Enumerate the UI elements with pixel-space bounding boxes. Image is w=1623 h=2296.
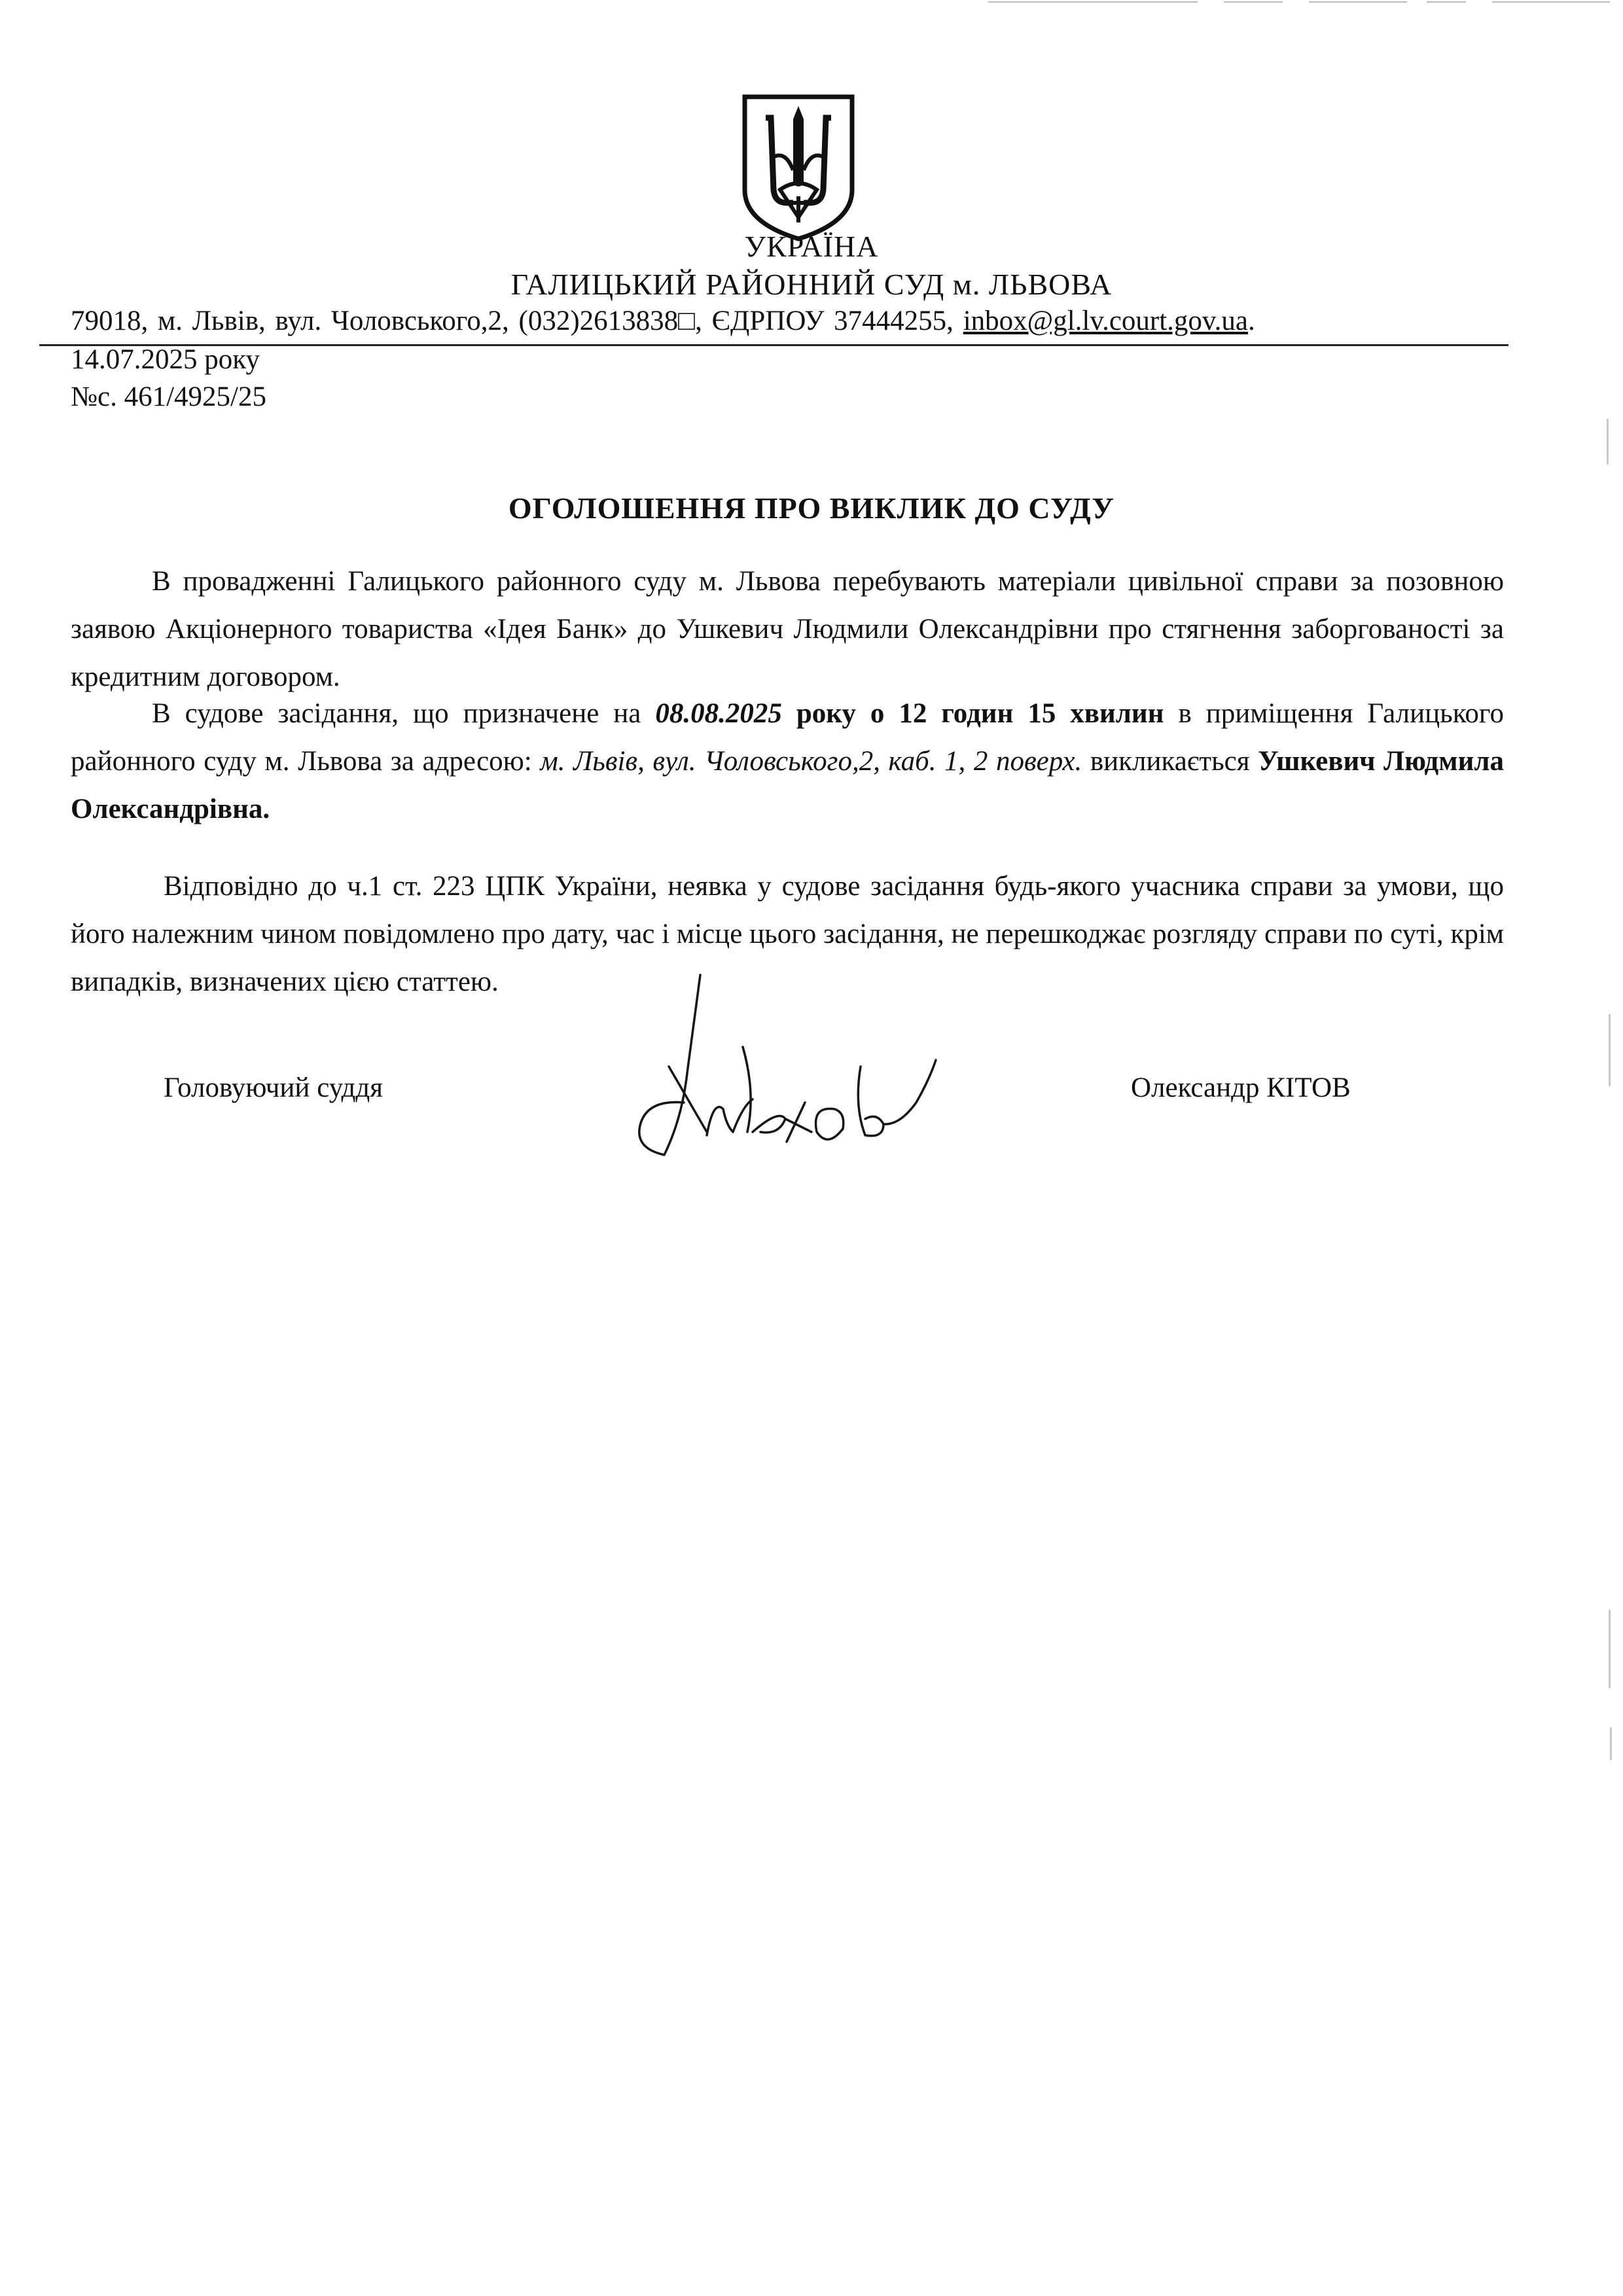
address-suffix: . bbox=[1247, 306, 1255, 336]
court-address-line bbox=[71, 305, 1255, 337]
scan-speck bbox=[1609, 1014, 1611, 1086]
paragraph-hearing-summons bbox=[71, 690, 1504, 833]
court-email-link[interactable]: inbox@gl.lv.court.gov.ua bbox=[963, 306, 1248, 336]
scan-edge-marks bbox=[903, 0, 1623, 7]
document-date: 14.07.2025 року bbox=[71, 344, 260, 375]
hearing-place: м. Львів, вул. Чоловського,2, каб. 1, 2 поверх. bbox=[540, 746, 1082, 777]
p2-start: В судове засідання, що призначене на bbox=[152, 698, 656, 729]
court-name-heading: ГАЛИЦЬКИЙ РАЙОННИЙ СУД м. ЛЬВОВА bbox=[510, 268, 1113, 301]
p2-middle: в приміщення Галицького районного суду м. Львова за адресою: bbox=[71, 698, 1504, 777]
coat-of-arms-icon bbox=[733, 92, 864, 242]
summoned-person: Ушкевич Людмила Олександрівна. bbox=[71, 746, 1504, 824]
document-title: ОГОЛОШЕННЯ ПРО ВИКЛИК ДО СУДУ bbox=[508, 491, 1115, 525]
judge-signature bbox=[609, 968, 949, 1165]
scan-speck bbox=[1610, 1727, 1612, 1760]
country-heading: УКРАЇНА bbox=[744, 230, 879, 263]
case-number: №с. 461/4925/25 bbox=[71, 381, 267, 412]
judge-role: Головуючий суддя bbox=[164, 1072, 383, 1103]
paragraph-case-materials: В провадженні Галицького районного суду м. Львова перебувають матеріали цивільної справи за позовною заявою Акціонерного товариства «Ідея Банк» до Ушкевич Людмили Олександрівни про стягнення заборгованості за кредитним договором. bbox=[71, 566, 1504, 692]
hearing-time: року о 12 годин 15 хвилин bbox=[781, 698, 1164, 729]
address-text: 79018, м. Львів, вул. Чоловського,2, (032)2613838□, ЄДРПОУ 37444255, bbox=[71, 306, 963, 336]
scan-speck bbox=[1609, 1610, 1611, 1688]
hearing-date: 08.08.2025 bbox=[655, 698, 782, 729]
p2-call: викликається bbox=[1082, 746, 1258, 777]
judge-name: Олександр КІТОВ bbox=[1131, 1072, 1351, 1103]
paragraph-legal-basis: Відповідно до ч.1 ст. 223 ЦПК України, неявка у судове засідання будь-якого учасника справи за умови, що його належним чином повідомлено про дату, час і місце цього засідання, не перешкоджає розгляду справи по суті, крім випадків, визначених цією статтею. bbox=[71, 871, 1504, 997]
scan-speck bbox=[1607, 419, 1609, 465]
